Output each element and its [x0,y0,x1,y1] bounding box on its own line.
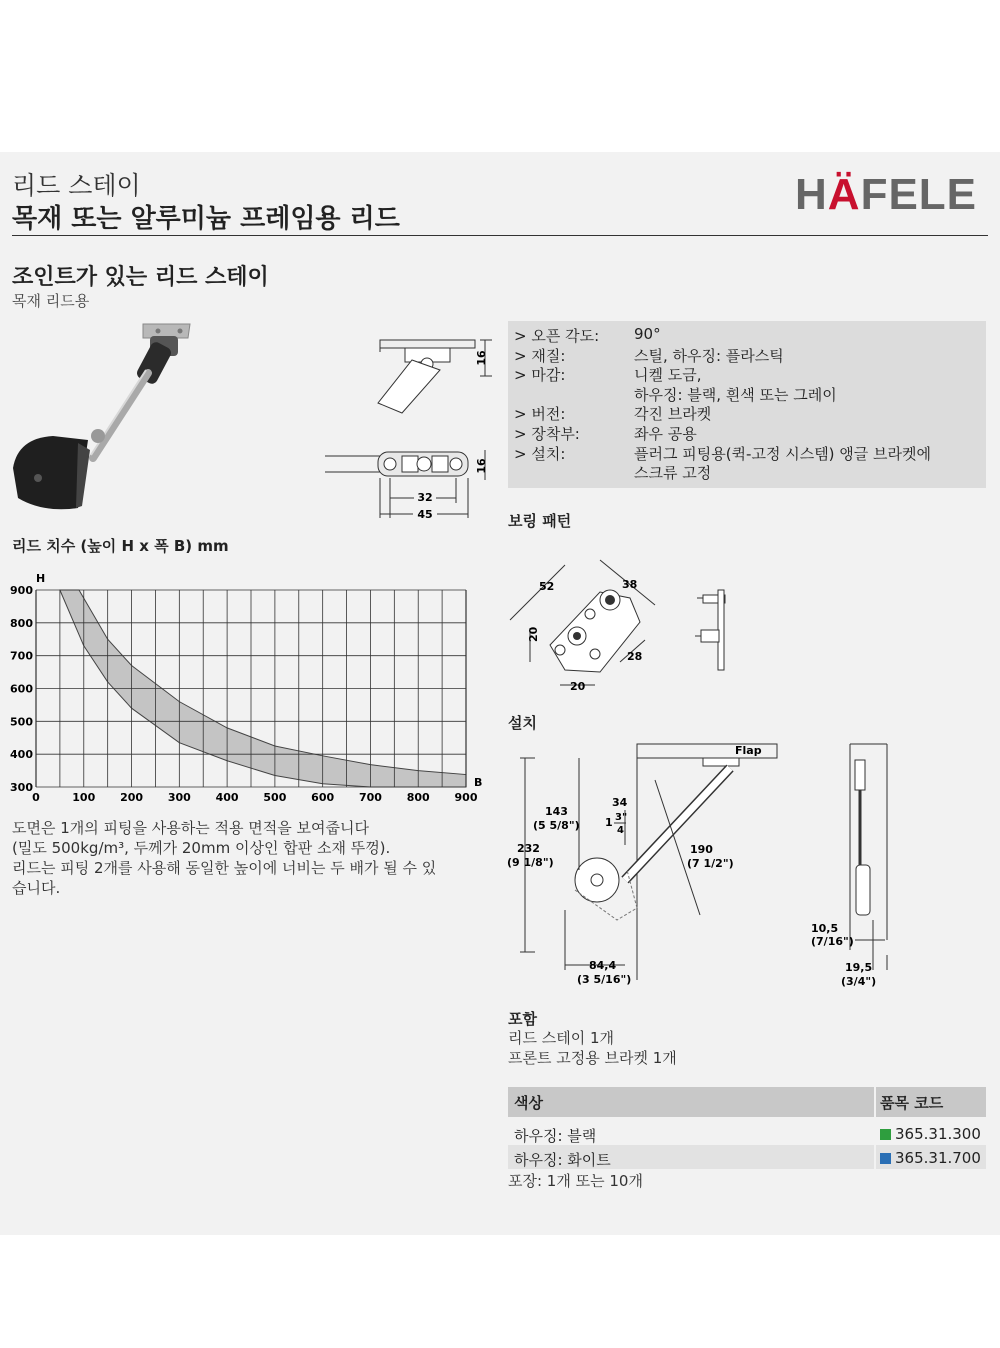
dim-143: 143 [545,805,568,818]
col-code-header: 품목 코드 [880,1094,944,1112]
cart-icon [880,1129,891,1140]
spec-value: 각진 브라켓 [634,405,712,424]
boring-dim-20a: 20 [527,626,540,642]
row-color: 하우징: 블랙 [514,1127,597,1145]
table-row [508,1121,986,1145]
spec-value: 좌우 공용 [634,425,697,443]
chart-x-tick: 600 [311,791,335,804]
chart-y-tick: 300 [10,781,33,794]
spec-key: > 설치: [514,444,566,463]
chart-ylabel: H [36,572,46,585]
boring-dim-52: 52 [539,580,555,593]
chart-title: 리드 치수 (높이 H x 폭 B) mm [12,537,229,555]
spec-value: 스틸, 하우징: 플라스틱 [634,346,784,365]
chart-x-tick: 300 [167,791,191,804]
spec-value: 스크류 고정 [634,464,712,483]
height-bottom-label: 16 [475,458,488,474]
dim-84: 84,4 [589,959,617,972]
chart-x-tick: 0 [32,791,40,804]
includes-item: 프론트 고정용 브라켓 1개 [508,1049,677,1067]
page-title: 목재 또는 알루미늄 프레임용 리드 [12,204,400,234]
product-name: 조인트가 있는 리드 스테이 [12,265,269,290]
spec-key: > 오픈 각도: [514,327,600,345]
row-code[interactable]: 365.31.700 [880,1149,981,1167]
dim-143-inch: (5 5/8") [533,819,580,832]
dimension-drawing [320,318,500,523]
dim-232: 232 [517,842,540,855]
chart-x-tick: 800 [406,791,430,804]
includes-title: 포함 [508,1010,537,1028]
chart-xlabel: B [474,776,483,789]
packaging-info: 포장: 1개 또는 10개 [508,1172,643,1190]
frac-denominator: 4 [617,825,624,836]
chart-y-tick: 700 [10,649,33,663]
width-outer-label: 45 [417,508,433,521]
spec-value: 하우징: 블랙, 흰색 또는 그레이 [634,385,837,404]
chart-y-tick: 500 [10,715,33,729]
table-row [508,1145,986,1169]
spec-value: 90° [634,325,661,343]
brand-logo: HÄFELE [795,170,978,219]
chart-y-tick: 600 [10,682,33,696]
frac-whole: 1 [605,816,613,829]
chart-x-tick: 700 [358,791,382,804]
chart-y-tick: 900 [10,584,33,597]
lid-dimension-chart [0,565,495,810]
row-code[interactable]: 365.31.300 [880,1125,981,1143]
height-top-label: 16 [475,350,488,366]
frac-numerator: 3" [615,812,628,823]
dim-232-inch: (9 1/8") [507,856,554,869]
flap-label: Flap [735,744,762,757]
dim-34: 34 [612,796,628,809]
note-line: 리드는 피팅 2개를 사용해 동일한 높이에 너비는 두 배가 될 수 있 [12,859,437,877]
article-table [508,1087,986,1169]
dim-84-inch: (3 5/16") [577,973,632,986]
installation-drawing [505,740,905,995]
dim-195: 19,5 [845,961,873,974]
lid-stay-product-image [8,318,208,518]
boring-title: 보링 패턴 [508,512,572,530]
dim-105-inch: (7/16") [811,935,854,948]
note-line: 도면은 1개의 피팅을 사용하는 적용 면적을 보여줍니다 [12,819,369,837]
header-divider [12,235,988,236]
dim-190-inch: (7 1/2") [687,857,734,870]
dim-195-inch: (3/4") [841,975,877,988]
chart-x-tick: 200 [120,791,144,804]
col-color-header: 색상 [514,1094,543,1112]
table-header [508,1087,986,1117]
chart-x-tick: 500 [263,791,287,804]
row-color: 하우징: 화이트 [514,1151,611,1169]
note-line: (밀도 500kg/m³, 두께가 20mm 이상인 합판 소재 뚜껑). [12,839,391,857]
spec-key: > 재질: [514,346,566,365]
note-line: 습니다. [12,879,61,897]
dim-190: 190 [690,843,713,856]
category-title: 리드 스테이 [12,171,141,200]
includes-item: 리드 스테이 1개 [508,1029,615,1047]
spec-value: 니켈 도금, [634,366,702,385]
spec-box [508,321,986,488]
install-title: 설치 [508,714,537,732]
boring-dim-28: 28 [627,650,643,663]
dim-105: 10,5 [811,922,839,935]
product-subtitle: 목재 리드용 [12,292,90,310]
chart-y-tick: 800 [10,616,33,630]
chart-notes [12,818,436,898]
chart-y-tick: 400 [10,748,33,762]
spec-value: 플러그 피팅용(퀵-고정 시스템) 앵글 브라켓에 [634,444,932,463]
boring-pattern-drawing [505,550,745,700]
chart-x-tick: 100 [72,791,96,804]
chart-x-tick: 900 [454,791,478,804]
includes-list [508,1028,677,1068]
boring-dim-20b: 20 [570,680,586,693]
spec-key: > 버전: [514,405,566,424]
spec-key: > 마감: [514,366,566,385]
spec-key: > 장착부: [514,425,580,443]
chart-x-tick: 400 [215,791,239,804]
width-inner-label: 32 [417,491,433,504]
boring-dim-38: 38 [622,578,638,591]
ship-icon [880,1153,891,1164]
